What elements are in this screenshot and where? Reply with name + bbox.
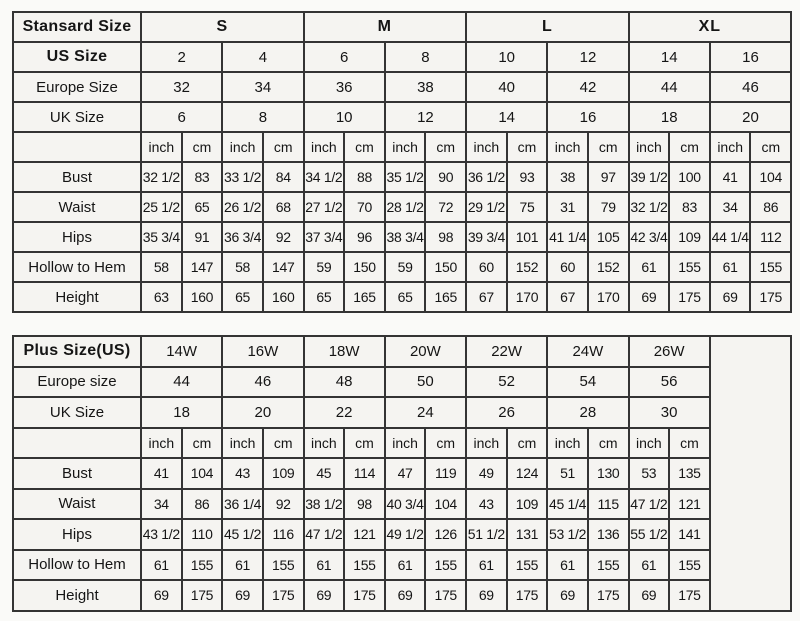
unit-inch-cell: inch (629, 428, 670, 459)
unit-inch-cell: inch (547, 428, 588, 459)
measure-value-cell: 49 (466, 458, 507, 489)
unit-cm-cell: cm (750, 132, 791, 162)
measure-label: Height (13, 580, 141, 611)
measure-value-cell: 45 1/2 (222, 519, 263, 550)
table-row (13, 489, 791, 520)
measure-value-cell: 101 (507, 222, 548, 252)
unit-cm-cell: cm (425, 428, 466, 459)
measure-value-cell: 69 (629, 282, 670, 312)
uk-size-cell: 20 (222, 397, 303, 428)
us-size-cell: 2 (141, 42, 222, 72)
measure-value-cell: 165 (344, 282, 385, 312)
uk-size-cell: 18 (141, 397, 222, 428)
measure-value-cell: 49 1/2 (385, 519, 426, 550)
measure-value-cell: 165 (425, 282, 466, 312)
unit-cm-cell: cm (263, 132, 304, 162)
plus-size-cell: 16W (222, 336, 303, 367)
measure-value-cell: 175 (507, 580, 548, 611)
measure-value-cell: 75 (507, 192, 548, 222)
size-group-cell: S (141, 12, 304, 42)
unit-inch-cell: inch (385, 132, 426, 162)
measure-value-cell: 126 (425, 519, 466, 550)
measure-value-cell: 130 (588, 458, 629, 489)
measure-value-cell: 61 (222, 550, 263, 581)
measure-value-cell: 43 1/2 (141, 519, 182, 550)
unit-cm-cell: cm (507, 132, 548, 162)
empty-corner-cell (13, 132, 141, 162)
europe-size-cell: 50 (385, 367, 466, 398)
measure-value-cell: 60 (547, 252, 588, 282)
europe-size-label: Europe size (13, 367, 141, 398)
measure-value-cell: 42 3/4 (629, 222, 670, 252)
measure-value-cell: 175 (425, 580, 466, 611)
uk-size-cell: 8 (222, 102, 303, 132)
measure-value-cell: 59 (385, 252, 426, 282)
measure-value-cell: 160 (182, 282, 223, 312)
measure-value-cell: 29 1/2 (466, 192, 507, 222)
measure-value-cell: 61 (629, 550, 670, 581)
measure-value-cell: 45 1/4 (547, 489, 588, 520)
uk-size-cell: 16 (547, 102, 628, 132)
measure-value-cell: 90 (425, 162, 466, 192)
unit-inch-cell: inch (222, 132, 263, 162)
measure-value-cell: 175 (344, 580, 385, 611)
measure-value-cell: 58 (222, 252, 263, 282)
measure-value-cell: 96 (344, 222, 385, 252)
measure-value-cell: 69 (385, 580, 426, 611)
measure-value-cell: 92 (263, 489, 304, 520)
measure-value-cell: 53 1/2 (547, 519, 588, 550)
measure-value-cell: 43 (466, 489, 507, 520)
measure-value-cell: 34 (710, 192, 751, 222)
measure-value-cell: 38 (547, 162, 588, 192)
europe-size-cell: 46 (710, 72, 791, 102)
measure-value-cell: 65 (182, 192, 223, 222)
measure-value-cell: 88 (344, 162, 385, 192)
measure-value-cell: 121 (344, 519, 385, 550)
uk-size-cell: 26 (466, 397, 547, 428)
measure-label: Waist (13, 489, 141, 520)
measure-value-cell: 160 (263, 282, 304, 312)
size-chart-page (12, 11, 790, 612)
plus-size-table (12, 335, 792, 612)
uk-size-cell: 14 (466, 102, 547, 132)
measure-value-cell: 34 (141, 489, 182, 520)
plus-size-cell: 22W (466, 336, 547, 367)
measure-value-cell: 175 (750, 282, 791, 312)
unit-cm-cell: cm (344, 428, 385, 459)
measure-value-cell: 97 (588, 162, 629, 192)
unit-cm-cell: cm (588, 132, 629, 162)
measure-value-cell: 61 (141, 550, 182, 581)
measure-value-cell: 141 (669, 519, 710, 550)
measure-value-cell: 79 (588, 192, 629, 222)
table-row (13, 367, 791, 398)
europe-size-cell: 44 (141, 367, 222, 398)
measure-value-cell: 39 3/4 (466, 222, 507, 252)
measure-label: Waist (13, 192, 141, 222)
measure-value-cell: 43 (222, 458, 263, 489)
measure-value-cell: 69 (710, 282, 751, 312)
measure-value-cell: 44 1/4 (710, 222, 751, 252)
table-row (13, 192, 791, 222)
standard-size-table (12, 11, 792, 313)
measure-value-cell: 175 (669, 580, 710, 611)
us-size-cell: 14 (629, 42, 710, 72)
measure-value-cell: 47 1/2 (629, 489, 670, 520)
uk-size-label: UK Size (13, 102, 141, 132)
measure-value-cell: 36 1/2 (466, 162, 507, 192)
measure-label: Hips (13, 519, 141, 550)
measure-value-cell: 109 (263, 458, 304, 489)
uk-size-cell: 22 (304, 397, 385, 428)
us-size-cell: 10 (466, 42, 547, 72)
unit-inch-cell: inch (466, 428, 507, 459)
europe-size-cell: 38 (385, 72, 466, 102)
measure-value-cell: 155 (507, 550, 548, 581)
measure-value-cell: 67 (547, 282, 588, 312)
measure-value-cell: 98 (344, 489, 385, 520)
measure-value-cell: 70 (344, 192, 385, 222)
measure-value-cell: 53 (629, 458, 670, 489)
measure-value-cell: 98 (425, 222, 466, 252)
europe-size-cell: 40 (466, 72, 547, 102)
measure-label: Bust (13, 162, 141, 192)
measure-label: Hollow to Hem (13, 550, 141, 581)
measure-value-cell: 27 1/2 (304, 192, 345, 222)
measure-value-cell: 33 1/2 (222, 162, 263, 192)
measure-value-cell: 175 (263, 580, 304, 611)
table-row (13, 102, 791, 132)
table-row (13, 336, 791, 367)
measure-value-cell: 41 1/4 (547, 222, 588, 252)
measure-value-cell: 116 (263, 519, 304, 550)
measure-value-cell: 34 1/2 (304, 162, 345, 192)
measure-value-cell: 69 (629, 580, 670, 611)
table-row (13, 72, 791, 102)
size-group-cell: L (466, 12, 629, 42)
measure-value-cell: 112 (750, 222, 791, 252)
measure-value-cell: 155 (750, 252, 791, 282)
measure-value-cell: 109 (669, 222, 710, 252)
europe-size-cell: 46 (222, 367, 303, 398)
table-row (13, 428, 791, 459)
measure-value-cell: 175 (182, 580, 223, 611)
measure-label: Height (13, 282, 141, 312)
measure-value-cell: 41 (141, 458, 182, 489)
measure-value-cell: 41 (710, 162, 751, 192)
europe-size-cell: 54 (547, 367, 628, 398)
plus-size-cell: 24W (547, 336, 628, 367)
standard-size-table-body (13, 12, 791, 312)
measure-value-cell: 150 (425, 252, 466, 282)
measure-value-cell: 61 (629, 252, 670, 282)
measure-value-cell: 150 (344, 252, 385, 282)
table-row (13, 397, 791, 428)
measure-value-cell: 35 1/2 (385, 162, 426, 192)
measure-value-cell: 155 (588, 550, 629, 581)
plus-size-cell: 18W (304, 336, 385, 367)
unit-cm-cell: cm (263, 428, 304, 459)
measure-value-cell: 51 1/2 (466, 519, 507, 550)
uk-size-cell: 10 (304, 102, 385, 132)
us-size-cell: 12 (547, 42, 628, 72)
unit-cm-cell: cm (507, 428, 548, 459)
unit-inch-cell: inch (466, 132, 507, 162)
measure-value-cell: 65 (304, 282, 345, 312)
empty-right-cell (710, 336, 791, 611)
europe-size-label: Europe Size (13, 72, 141, 102)
measure-value-cell: 26 1/2 (222, 192, 263, 222)
unit-inch-cell: inch (547, 132, 588, 162)
uk-size-cell: 30 (629, 397, 710, 428)
table-row (13, 42, 791, 72)
measure-value-cell: 61 (304, 550, 345, 581)
uk-size-cell: 20 (710, 102, 791, 132)
measure-value-cell: 65 (385, 282, 426, 312)
measure-value-cell: 105 (588, 222, 629, 252)
measure-value-cell: 152 (507, 252, 548, 282)
measure-value-cell: 72 (425, 192, 466, 222)
table-row (13, 550, 791, 581)
measure-value-cell: 135 (669, 458, 710, 489)
unit-inch-cell: inch (141, 132, 182, 162)
measure-value-cell: 155 (344, 550, 385, 581)
table-row (13, 282, 791, 312)
measure-value-cell: 155 (669, 550, 710, 581)
uk-size-cell: 28 (547, 397, 628, 428)
unit-cm-cell: cm (182, 428, 223, 459)
measure-value-cell: 131 (507, 519, 548, 550)
measure-value-cell: 69 (141, 580, 182, 611)
standard-size-title: Stansard Size (13, 12, 141, 42)
measure-value-cell: 32 1/2 (141, 162, 182, 192)
measure-value-cell: 83 (182, 162, 223, 192)
us-size-cell: 4 (222, 42, 303, 72)
measure-value-cell: 37 3/4 (304, 222, 345, 252)
measure-value-cell: 86 (182, 489, 223, 520)
empty-corner-cell (13, 428, 141, 459)
measure-value-cell: 170 (507, 282, 548, 312)
measure-label: Bust (13, 458, 141, 489)
measure-value-cell: 119 (425, 458, 466, 489)
measure-value-cell: 100 (669, 162, 710, 192)
europe-size-cell: 32 (141, 72, 222, 102)
unit-cm-cell: cm (182, 132, 223, 162)
plus-size-cell: 20W (385, 336, 466, 367)
unit-inch-cell: inch (304, 132, 345, 162)
measure-value-cell: 155 (182, 550, 223, 581)
measure-value-cell: 69 (466, 580, 507, 611)
measure-value-cell: 59 (304, 252, 345, 282)
plus-size-cell: 26W (629, 336, 710, 367)
unit-cm-cell: cm (669, 428, 710, 459)
plus-size-title: Plus Size(US) (13, 336, 141, 367)
measure-label: Hollow to Hem (13, 252, 141, 282)
table-row (13, 132, 791, 162)
europe-size-cell: 48 (304, 367, 385, 398)
europe-size-cell: 56 (629, 367, 710, 398)
europe-size-cell: 52 (466, 367, 547, 398)
measure-value-cell: 155 (669, 252, 710, 282)
table-row (13, 252, 791, 282)
unit-cm-cell: cm (344, 132, 385, 162)
measure-value-cell: 36 3/4 (222, 222, 263, 252)
measure-value-cell: 28 1/2 (385, 192, 426, 222)
measure-value-cell: 31 (547, 192, 588, 222)
uk-size-cell: 6 (141, 102, 222, 132)
measure-value-cell: 40 3/4 (385, 489, 426, 520)
measure-value-cell: 69 (222, 580, 263, 611)
us-size-cell: 16 (710, 42, 791, 72)
table-row (13, 12, 791, 42)
measure-value-cell: 155 (425, 550, 466, 581)
measure-value-cell: 47 (385, 458, 426, 489)
europe-size-cell: 36 (304, 72, 385, 102)
measure-value-cell: 114 (344, 458, 385, 489)
measure-value-cell: 58 (141, 252, 182, 282)
measure-value-cell: 63 (141, 282, 182, 312)
measure-value-cell: 155 (263, 550, 304, 581)
table-row (13, 458, 791, 489)
measure-value-cell: 61 (466, 550, 507, 581)
measure-value-cell: 67 (466, 282, 507, 312)
measure-value-cell: 93 (507, 162, 548, 192)
measure-value-cell: 61 (547, 550, 588, 581)
measure-value-cell: 115 (588, 489, 629, 520)
measure-value-cell: 136 (588, 519, 629, 550)
table-row (13, 580, 791, 611)
measure-value-cell: 45 (304, 458, 345, 489)
uk-size-cell: 24 (385, 397, 466, 428)
measure-value-cell: 68 (263, 192, 304, 222)
measure-value-cell: 47 1/2 (304, 519, 345, 550)
measure-value-cell: 60 (466, 252, 507, 282)
measure-value-cell: 39 1/2 (629, 162, 670, 192)
measure-value-cell: 109 (507, 489, 548, 520)
measure-value-cell: 83 (669, 192, 710, 222)
measure-value-cell: 65 (222, 282, 263, 312)
uk-size-cell: 18 (629, 102, 710, 132)
measure-value-cell: 69 (304, 580, 345, 611)
plus-size-cell: 14W (141, 336, 222, 367)
measure-value-cell: 32 1/2 (629, 192, 670, 222)
unit-inch-cell: inch (629, 132, 670, 162)
measure-label: Hips (13, 222, 141, 252)
measure-value-cell: 86 (750, 192, 791, 222)
europe-size-cell: 44 (629, 72, 710, 102)
size-group-cell: M (304, 12, 467, 42)
table-row (13, 222, 791, 252)
measure-value-cell: 92 (263, 222, 304, 252)
table-row (13, 162, 791, 192)
unit-inch-cell: inch (385, 428, 426, 459)
unit-inch-cell: inch (222, 428, 263, 459)
measure-value-cell: 36 1/4 (222, 489, 263, 520)
measure-value-cell: 55 1/2 (629, 519, 670, 550)
measure-value-cell: 152 (588, 252, 629, 282)
measure-value-cell: 104 (750, 162, 791, 192)
measure-value-cell: 91 (182, 222, 223, 252)
us-size-cell: 8 (385, 42, 466, 72)
measure-value-cell: 124 (507, 458, 548, 489)
measure-value-cell: 147 (263, 252, 304, 282)
us-size-label: US Size (13, 42, 141, 72)
measure-value-cell: 104 (425, 489, 466, 520)
table-row (13, 519, 791, 550)
unit-cm-cell: cm (588, 428, 629, 459)
plus-size-table-body (13, 336, 791, 611)
us-size-cell: 6 (304, 42, 385, 72)
measure-value-cell: 170 (588, 282, 629, 312)
measure-value-cell: 38 1/2 (304, 489, 345, 520)
measure-value-cell: 35 3/4 (141, 222, 182, 252)
unit-inch-cell: inch (304, 428, 345, 459)
uk-size-label: UK Size (13, 397, 141, 428)
measure-value-cell: 110 (182, 519, 223, 550)
measure-value-cell: 51 (547, 458, 588, 489)
europe-size-cell: 42 (547, 72, 628, 102)
measure-value-cell: 175 (588, 580, 629, 611)
unit-inch-cell: inch (710, 132, 751, 162)
measure-value-cell: 147 (182, 252, 223, 282)
measure-value-cell: 69 (547, 580, 588, 611)
measure-value-cell: 121 (669, 489, 710, 520)
measure-value-cell: 84 (263, 162, 304, 192)
measure-value-cell: 175 (669, 282, 710, 312)
unit-inch-cell: inch (141, 428, 182, 459)
size-group-cell: XL (629, 12, 792, 42)
measure-value-cell: 25 1/2 (141, 192, 182, 222)
unit-cm-cell: cm (425, 132, 466, 162)
europe-size-cell: 34 (222, 72, 303, 102)
measure-value-cell: 38 3/4 (385, 222, 426, 252)
unit-cm-cell: cm (669, 132, 710, 162)
measure-value-cell: 104 (182, 458, 223, 489)
measure-value-cell: 61 (710, 252, 751, 282)
uk-size-cell: 12 (385, 102, 466, 132)
measure-value-cell: 61 (385, 550, 426, 581)
